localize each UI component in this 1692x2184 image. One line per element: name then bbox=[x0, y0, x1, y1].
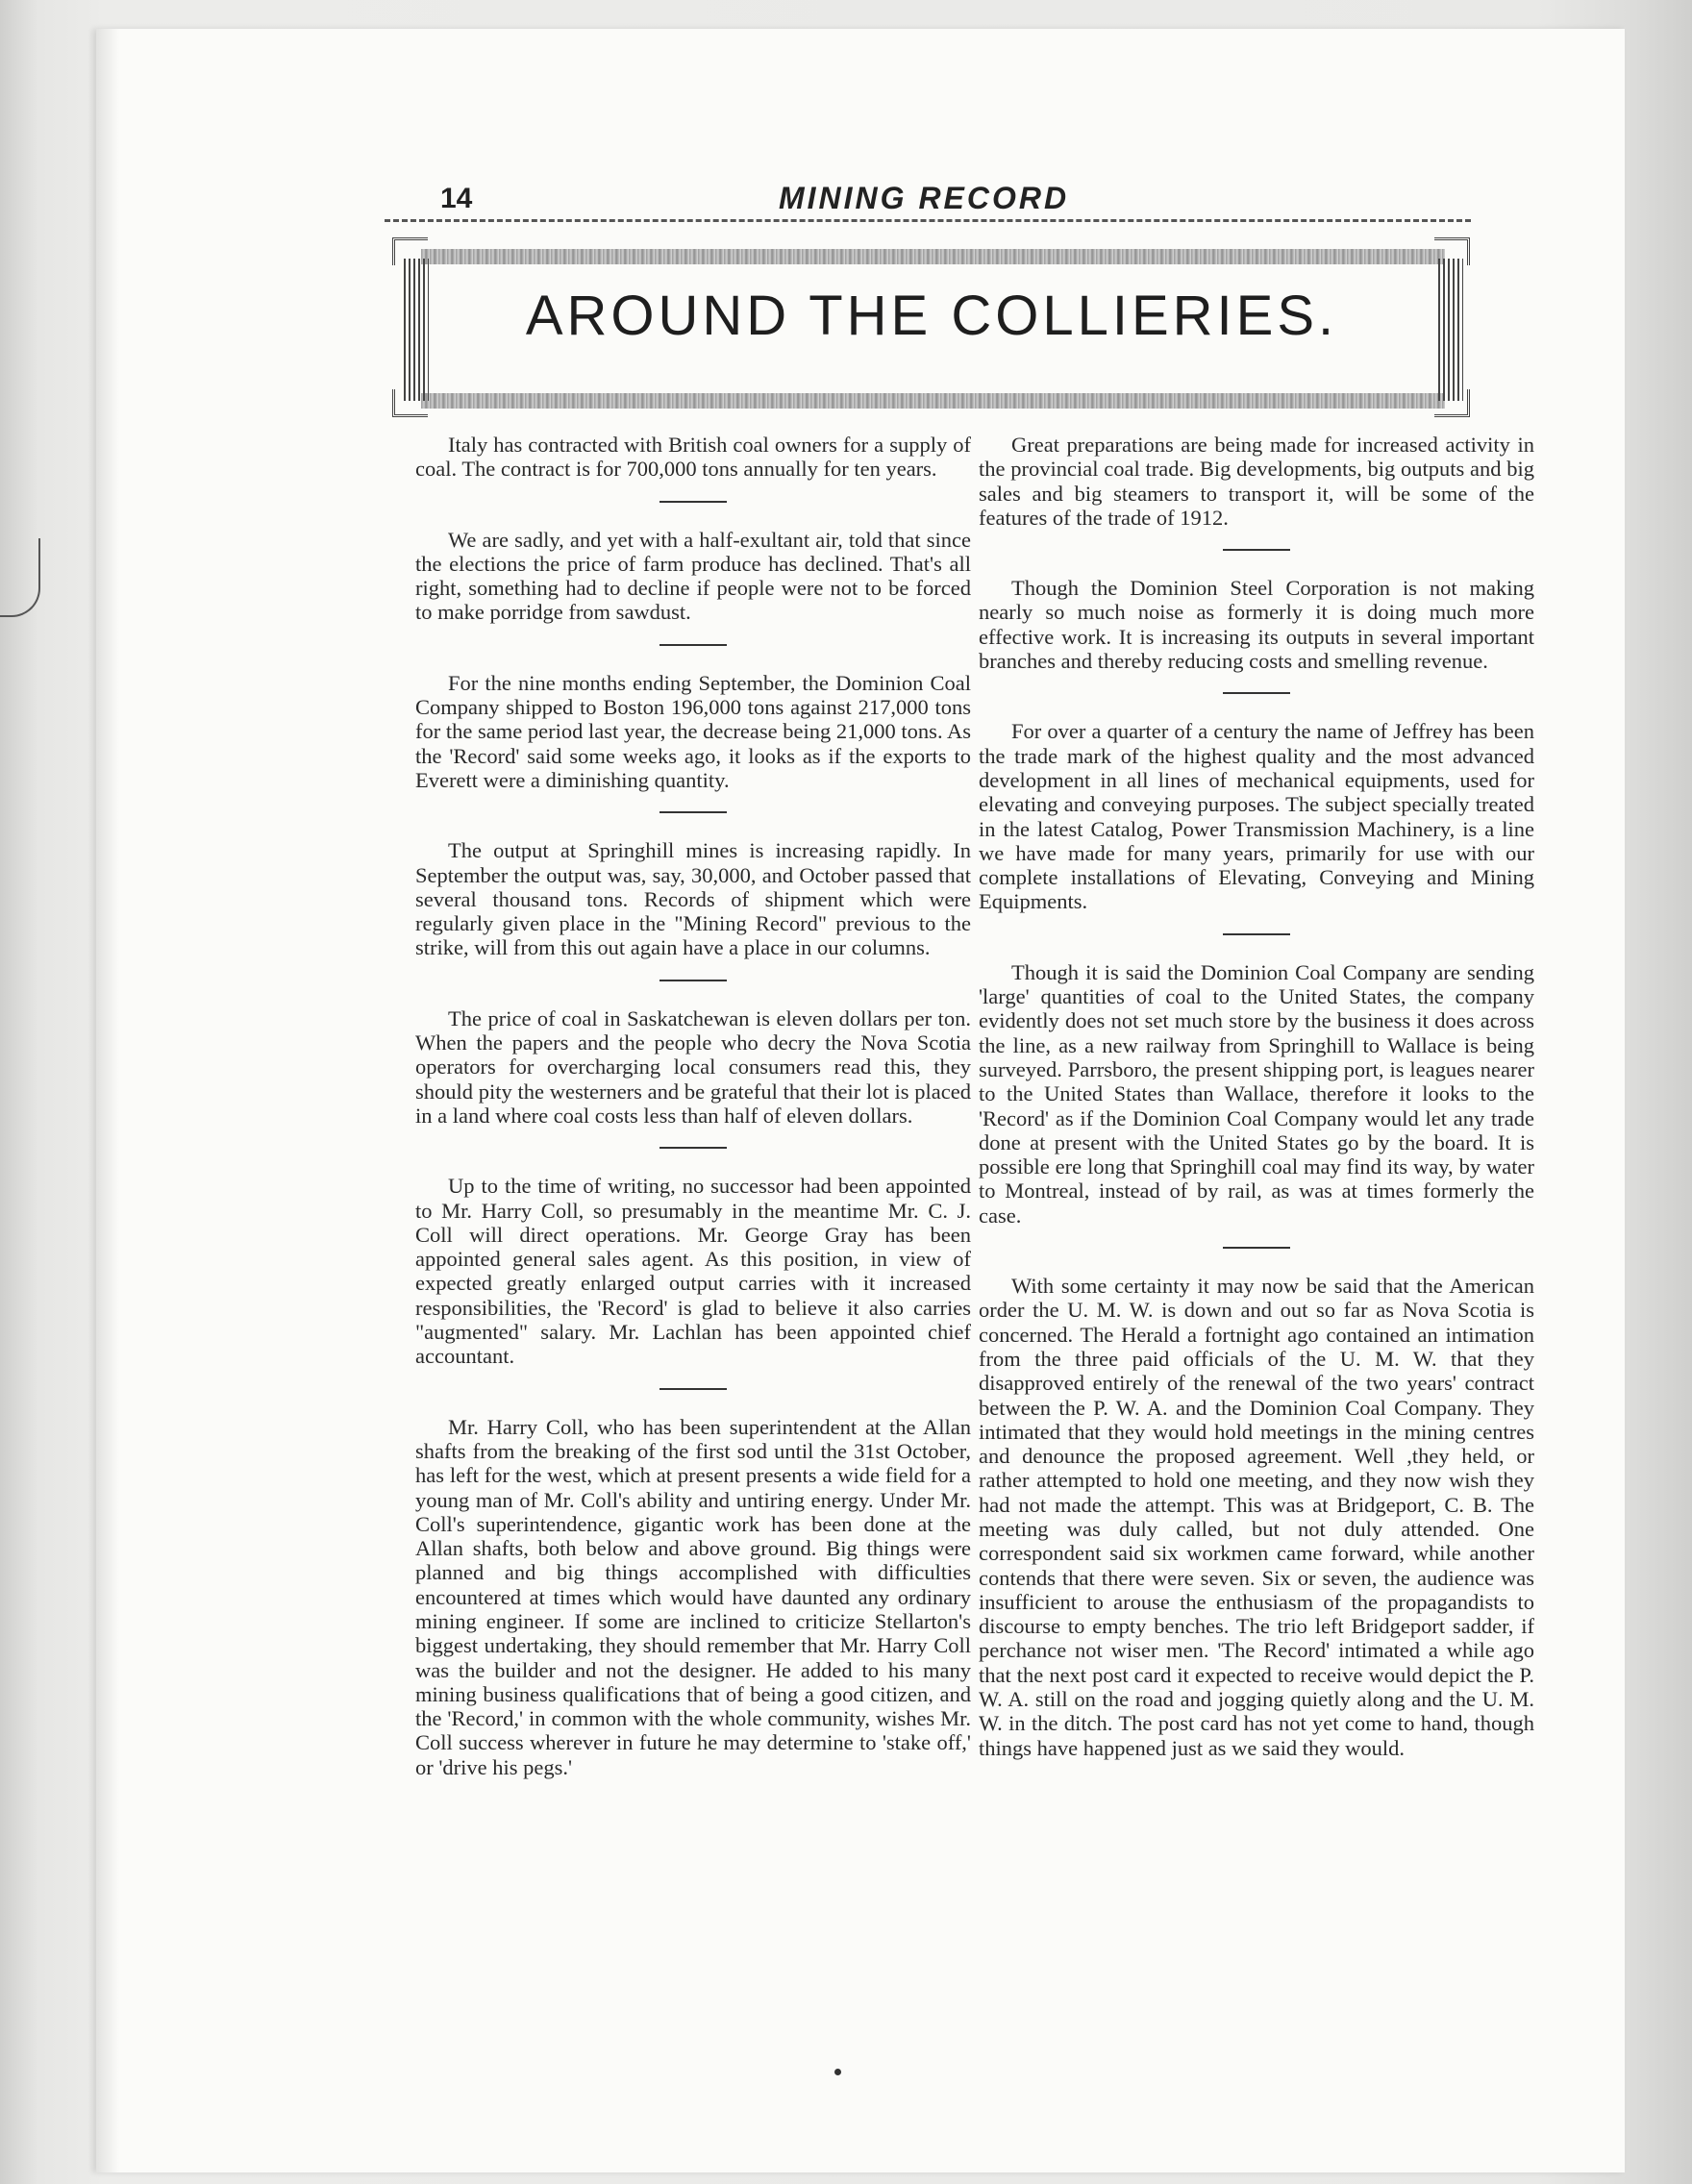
section-banner bbox=[392, 237, 1471, 420]
paragraph-separator bbox=[659, 1147, 727, 1149]
article-paragraph: The price of coal in Saskatchewan is eleven dollars per ton. When the papers and the people who decry the Nova Scotia operators for overcharging local consumers read this, they should pity the westerners and be grateful that their lot is placed in a land where coal costs less than half of eleven dollars. bbox=[415, 1005, 971, 1128]
article-paragraph: Italy has contracted with British coal owners for a supply of coal. The contract is for 700,000 tons annually for ten years. bbox=[415, 433, 971, 482]
banner-band bbox=[421, 249, 1445, 264]
article-column-left bbox=[415, 433, 971, 1799]
article-paragraph: For over a quarter of a century the name of Jeffrey has been the trade mark of the highest quality and the most advanced development in all lines of mechanical equipments, used for elevating and conveying purposes. The subject specially treated in the latest Catalog, Power Transmission Machinery, is a line we have made for many years, primarily for use with our complete installations of Elevating, Conveying and Mining Equipments. bbox=[979, 719, 1534, 914]
paragraph-separator bbox=[659, 501, 727, 503]
page-fold-shadow bbox=[96, 29, 119, 2172]
print-speck bbox=[834, 2069, 841, 2075]
header-rule bbox=[385, 219, 1471, 222]
section-title: AROUND THE COLLIERIES. bbox=[525, 285, 1338, 347]
paragraph-separator bbox=[659, 1388, 727, 1390]
paragraph-separator bbox=[659, 644, 727, 646]
paragraph-separator bbox=[1223, 933, 1290, 935]
journal-title: MINING RECORD bbox=[779, 181, 1070, 215]
article-paragraph: Though the Dominion Steel Corporation is not making nearly so much noise as formerly it is doing much more effective work. It is increasing its outputs in several important branches and thereby reducing costs and smelling revenue. bbox=[979, 576, 1534, 674]
article-paragraph: With some certainty it may now be said that the American order the U. M. W. is down and out so far as Nova Scotia is concerned. The Herald a fortnight ago contained an intimation from the three paid officials of the U. M. W. that they disapproved entirely of the renewal of the two years' contract between the P. W. A. and the Dominion Coal Company. They intimated that they would hold meetings in the mining centres and denounce the proposed agreement. Well ,they held, or rather attempted to hold one meeting, and they now wish they had not made the attempt. This was at Bridgeport, C. B. The meeting was duly called, but not duly attended. One correspondent said six workmen came forward, while another contends that there were seven. Six or seven, the audience was insufficient to arouse the enthusiasm of the propagandists to discourse to empty benches. The trio left Bridgeport sadder, if perchance not wiser men. 'The Record' intimated a while ago that the next post card it expected to receive would depict the P. W. A. still on the road and jogging quietly along and the U. M. W. in the ditch. The post card has not yet come to hand, though things have happened just as we said they would. bbox=[979, 1274, 1534, 1760]
article-paragraph: We are sadly, and yet with a half-exultant air, told that since the elections the price of farm produce has declined. That's all right, something had to decline if people were not to be forced to make porridge from sawdust. bbox=[415, 527, 971, 625]
paragraph-separator bbox=[1223, 1247, 1290, 1249]
article-paragraph: The output at Springhill mines is increasing rapidly. In September the output was, say, 30,000, and October passed that several thousand tons. Records of shipment which were regularly given place in the "Mining Record" previous to the strike, will from this out again have a place in our columns. bbox=[415, 838, 971, 960]
article-paragraph: Up to the time of writing, no successor had been appointed to Mr. Harry Coll, so presumably in the meantime Mr. C. J. Coll will direct operations. Mr. George Gray has been appointed general sales agent. As this position, in view of expected greatly enlarged output carries with it increased responsibilities, the 'Record' is glad to believe it also carries "augmented" salary. Mr. Lachlan has been appointed chief accountant. bbox=[415, 1174, 971, 1369]
binding-mark bbox=[0, 538, 40, 617]
article-paragraph: For the nine months ending September, the Dominion Coal Company shipped to Boston 196,000 tons against 217,000 tons for the same period last year, the decrease being 21,000 tons. As the 'Record' said some weeks ago, it looks as if the exports to Everett were a diminishing quantity. bbox=[415, 670, 971, 792]
paragraph-separator bbox=[659, 811, 727, 813]
paragraph-separator bbox=[1223, 549, 1290, 551]
paragraph-separator bbox=[659, 980, 727, 981]
article-paragraph: Great preparations are being made for increased activity in the provincial coal trade. Big developments, big outputs and big sales and big steamers to transport it, will be some of the features of the trade of 1912. bbox=[979, 433, 1534, 530]
page-number: 14 bbox=[440, 183, 473, 214]
banner-band bbox=[421, 393, 1445, 409]
paragraph-separator bbox=[1223, 692, 1290, 694]
page-header bbox=[385, 173, 1471, 219]
article-paragraph: Mr. Harry Coll, who has been superintendent at the Allan shafts from the breaking of the first sod until the 31st October, has left for the west, which at present presents a wide field for a young man of Mr. Coll's ability and untiring energy. Under Mr. Coll's superintendence, gigantic work has been done at the Allan shafts, both below and above ground. Big things were planned and big things accomplished with difficulties encountered at times which would have daunted any ordinary mining engineer. If some are inclined to criticize Stellarton's biggest undertaking, they should remember that Mr. Harry Coll was the builder and not the designer. He added to his many mining business qualifications that of being a good citizen, and the 'Record,' in common with the whole community, wishes Mr. Coll success wherever in future he may determine to 'stake off,' or 'drive his pegs.' bbox=[415, 1414, 971, 1779]
article-paragraph: Though it is said the Dominion Coal Company are sending 'large' quantities of coal to the United States, the company evidently does not set much store by the business it does across the line, as a new railway from Springhill to Wallace is being surveyed. Parrsboro, the present shipping port, is leagues nearer to the United States than Wallace, therefore it looks to the 'Record' as if the Dominion Coal Company would let any trade done at present with the United States go by the board. It is possible ere long that Springhill coal may find its way, by water to Montreal, instead of by rail, as was at times formerly the case. bbox=[979, 959, 1534, 1228]
article-column-right bbox=[979, 433, 1534, 1779]
